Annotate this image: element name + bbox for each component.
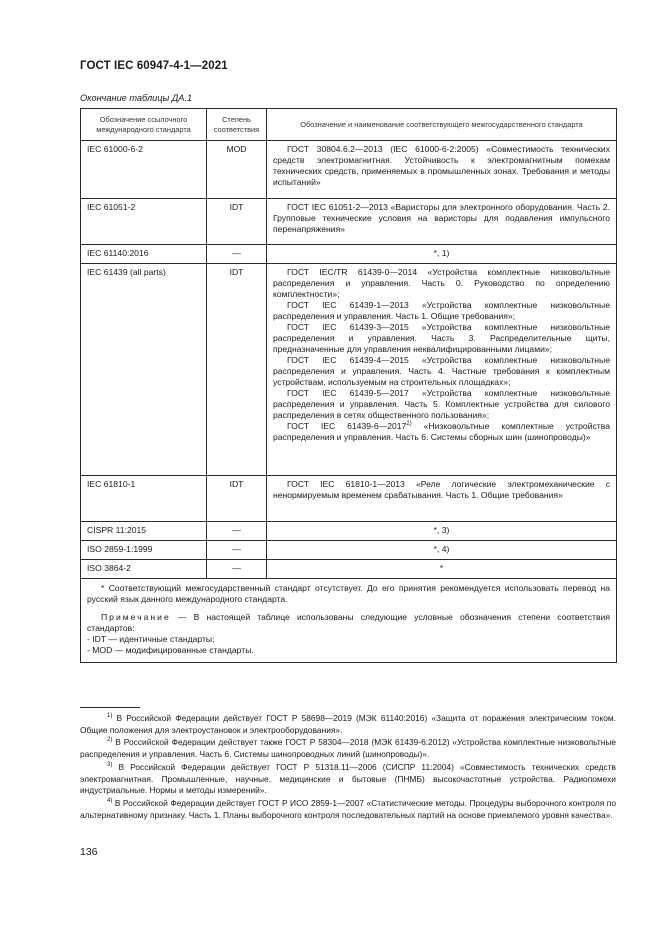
- footnote-divider: [80, 707, 140, 708]
- standard-paragraph: ГОСТ IEC/TR 61439-0—2014 «Устройства комплектные низковольтные распределения и управления. Часть 0. Руководство по определению комплектности»;: [273, 267, 610, 299]
- table-row: [81, 560, 617, 579]
- reference-standard-cell: IEC 61439 (all parts): [81, 264, 207, 476]
- standard-paragraph: ГОСТ IEC 61051-2—2013 «Варисторы для электронного оборудования. Часть 2. Групповые технические условия на варисторы для подавления импульсного перенапряжения»: [273, 202, 610, 234]
- interstate-standard-cell: [267, 199, 617, 245]
- standard-paragraph: ГОСТ 30804.6.2—2013 (IEC 61000-6-2:2005) «Совместимость технических средств электромагнитная. Устойчивость к электромагнитным помехам технических средств, применяемых в промышленных зонах. Требования и методы испытаний»: [273, 144, 610, 187]
- reference-standard-cell: IEC 61051-2: [81, 199, 207, 245]
- footnote-reference: 2): [406, 421, 412, 428]
- column-header-reference-standard: Обозначение ссылочного международного стандарта: [81, 109, 207, 141]
- no-equivalent-mark: *, 1): [267, 245, 617, 264]
- asterisk-note: * Соответствующий межгосударственный стандарт отсутствует. До его принятия рекомендуется использовать перевод на русский язык данного международного стандарта.: [87, 583, 610, 604]
- note-idt: - IDT — идентичные стандарты;: [87, 634, 215, 644]
- note-paragraph: [87, 612, 610, 634]
- standard-paragraph: [273, 421, 610, 443]
- note-text: — В настоящей таблице использованы следующие условные обозначения степени соответствия стандартов:: [87, 612, 610, 633]
- footnote-mark: 2): [107, 737, 113, 744]
- column-header-degree: Степень соответствия: [207, 109, 267, 141]
- interstate-standard-cell: [267, 264, 617, 476]
- degree-cell: —: [207, 541, 267, 560]
- note-mod: - MOD — модифицированные стандарты.: [87, 645, 254, 655]
- no-equivalent-mark: *, 4): [267, 541, 617, 560]
- interstate-standard-cell: [267, 141, 617, 199]
- degree-cell: IDT: [207, 264, 267, 476]
- standard-paragraph: ГОСТ IEC 61810-1—2013 «Реле логические электромеханические с ненормируемым временем срабатывания. Часть 1. Общие требования»: [273, 479, 610, 500]
- no-equivalent-mark: *: [267, 560, 617, 579]
- standard-paragraph: ГОСТ IEC 61439-1—2013 «Устройства комплектные низковольтные распределения и управления. Часть 1. Общие требования»;: [273, 300, 610, 321]
- reference-standard-cell: ISO 3864-2: [81, 560, 207, 579]
- document-title: ГОСТ IEC 60947-4-1—2021: [80, 60, 228, 72]
- standard-paragraph: ГОСТ IEC 61439-5—2017 «Устройства комплектные низковольтные распределения и управления. Часть 5. Комплектные устройства для силового распределения в сетях общественного пользования»;: [273, 388, 610, 420]
- note-label: Примечание: [101, 612, 171, 622]
- interstate-standard-cell: [267, 476, 617, 522]
- table-row: [81, 264, 617, 476]
- degree-cell: —: [207, 560, 267, 579]
- degree-cell: IDT: [207, 476, 267, 522]
- footnote-text: В Российской Федерации действует ГОСТ Р 58698—2019 (МЭК 61140:2016) «Защита от поражения электрическим током. Общие положения для электроустановок и электрооборудования».: [80, 713, 616, 735]
- table-header-row: [81, 109, 617, 141]
- standard-paragraph: ГОСТ IEC 61439-4—2015 «Устройства комплектные низковольтные распределения и управления. Часть 4. Частные требования к комплектным устройствам, используемым на строительных площадках»;: [273, 355, 610, 387]
- footnote-mark: 4): [107, 798, 113, 805]
- table-row: [81, 199, 617, 245]
- degree-cell: —: [207, 522, 267, 541]
- table-row: [81, 476, 617, 522]
- standards-table: [80, 108, 617, 663]
- reference-standard-cell: ISO 2859-1:1999: [81, 541, 207, 560]
- reference-standard-cell: IEC 61140:2016: [81, 245, 207, 264]
- reference-standard-cell: IEC 61000-6-2: [81, 141, 207, 199]
- footnote: [80, 762, 616, 797]
- footnote: [80, 798, 616, 821]
- footnote: [80, 713, 616, 736]
- footnote-mark: 3): [107, 762, 113, 769]
- standard-designation: ГОСТ IEC 61439-6—2017: [287, 421, 407, 431]
- degree-cell: —: [207, 245, 267, 264]
- degree-cell: IDT: [207, 199, 267, 245]
- table-notes-row: [81, 579, 617, 663]
- standard-paragraph: ГОСТ IEC 61439-3—2015 «Устройства комплектные низковольтные распределения и управления. Часть 3. Распределительные щиты, предназначенные для управления неквалифицированными лицами»;: [273, 322, 610, 354]
- degree-cell: MOD: [207, 141, 267, 199]
- page-number: 136: [80, 846, 98, 858]
- table-row: [81, 141, 617, 199]
- footnotes: [80, 713, 616, 823]
- footnote-text: В Российской Федерации действует ГОСТ Р ИСО 2859-1—2007 «Статистические методы. Процедуры выборочного контроля по альтернативному признаку. Часть 1. Планы выборочного контроля последовательных партий на основе приемлемого уровня качества».: [80, 798, 616, 820]
- table-row: [81, 245, 617, 264]
- reference-standard-cell: IEC 61810-1: [81, 476, 207, 522]
- table-notes: [81, 579, 617, 663]
- table-row: [81, 541, 617, 560]
- standard-name: «Низковольтные комплектные устройства распределения и управления. Часть 6. Системы сборных шин (шинопроводы)»: [273, 421, 610, 442]
- reference-standard-cell: CISPR 11:2015: [81, 522, 207, 541]
- no-equivalent-mark: *, 3): [267, 522, 617, 541]
- table-caption: Окончание таблицы ДА.1: [80, 93, 193, 103]
- footnote-text: В Российской Федерации действует также ГОСТ Р 58304—2018 (МЭК 61439-6:2012) «Устройства комплектные низковольтные распределения и управления. Часть 6. Системы шинопроводных линий (шинопроводы)».: [80, 737, 616, 760]
- table-row: [81, 522, 617, 541]
- footnote-mark: 1): [107, 713, 113, 720]
- footnote: [80, 737, 616, 760]
- column-header-interstate-standard: Обозначение и наименование соответствующего межгосударственного стандарта: [267, 109, 617, 141]
- footnote-text: В Российской Федерации действует ГОСТ Р 51318.11—2006 (СИСПР 11:2004) «Совместимость технических средств электромагнитная. Промышленные, научные, медицинские и бытовые (ПНМБ) высокочастотные устройства. Радиопомехи индустриальные. Нормы и методы измерений».: [80, 761, 616, 796]
